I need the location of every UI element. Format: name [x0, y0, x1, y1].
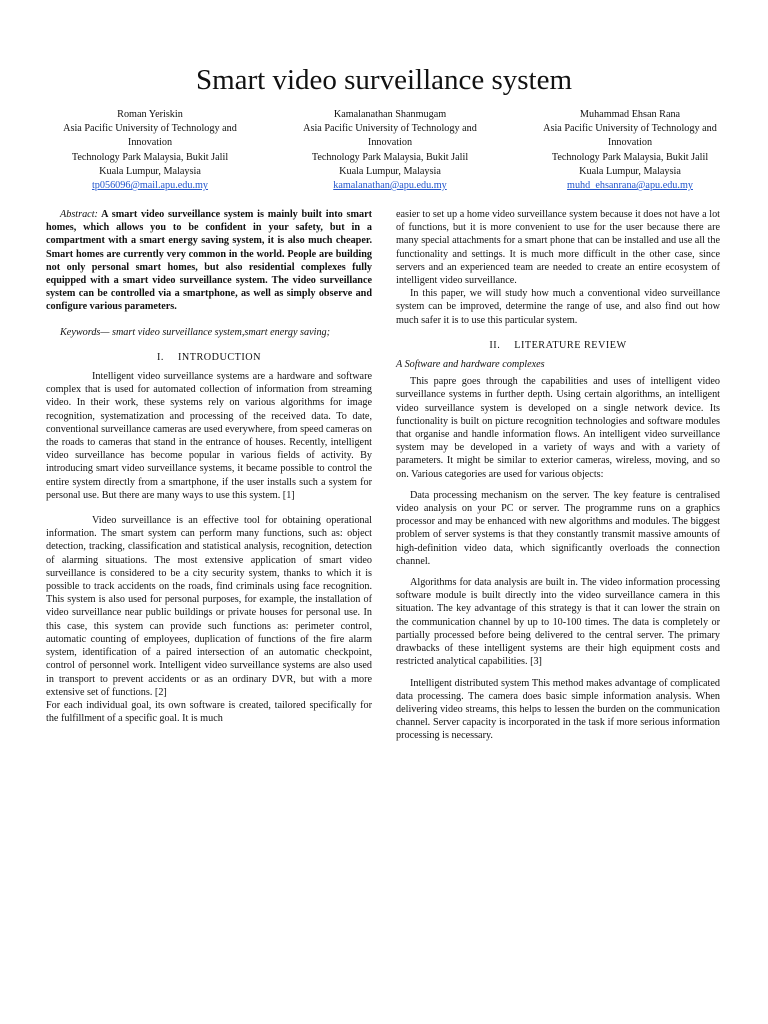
right-column [396, 208, 720, 743]
author-3 [520, 108, 740, 193]
author-city: Kuala Lumpur, Malaysia [339, 165, 441, 177]
section-number: II. [489, 339, 501, 351]
body-paragraph-continued: easier to set up a home video surveillance system because it does not have a lot of functions, but it is more convenient to use for the user because there are many special attachments for a smart phone that can be installed and use all the functionality and settings. It is much more difficult in the other case, since servers and an experienced team are needed to create an entire ecosystem of intelligent video surveillance. [396, 209, 720, 287]
author-name: Roman Yeriskin [117, 109, 183, 120]
author-address: Technology Park Malaysia, Bukit Jalil [71, 151, 229, 163]
review-paragraph-1: This papre goes through the capabilities and uses of intelligent video surveillance systems in further depth. Using certain algorithms, an intelligent video surveillance system is developed on a single network device. Its functionality is built on picture recognition technologies and software modules that organise and handle information flows. An intelligent video surveillance system may be developed in a variety of ways and with a variety of parameters. It might be similar to exterior cameras, wireless, moving, and so on. Various categories are used for various objects: [396, 376, 720, 480]
section-heading-literature-review [396, 339, 720, 352]
author-affiliation: Asia Pacific University of Technology and Innovation [63, 123, 237, 149]
abstract [46, 208, 372, 314]
author-address: Technology Park Malaysia, Bukit Jalil [311, 151, 469, 163]
author-1 [40, 108, 260, 193]
intro-paragraph-3: For each individual goal, its own software is created, tailored specifically for the fulfillment of a specific goal. It is much [46, 699, 372, 725]
author-name: Kamalanathan Shanmugam [333, 109, 447, 120]
left-column [46, 208, 372, 725]
review-paragraph-2: Data processing mechanism on the server. The key feature is centralised video analysis on your PC or server. The programme runs on a graphics processor and may be enhanced with new algorithms and modules. The biggest problem of server systems is that they constantly transmit massive amounts of high-definition video data, which significantly overloads the connection channel. [396, 489, 720, 567]
section-title: INTRODUCTION [177, 351, 261, 363]
section-title: LITERATURE REVIEW [514, 339, 627, 351]
abstract-label: Abstract: [60, 209, 98, 220]
author-city: Kuala Lumpur, Malaysia [579, 165, 681, 177]
section-heading-introduction [46, 351, 372, 364]
author-email-link[interactable]: muhd_ehsanrana@apu.edu.my [567, 180, 693, 192]
author-city: Kuala Lumpur, Malaysia [99, 165, 201, 177]
author-affiliation: Asia Pacific University of Technology and Innovation [543, 123, 717, 149]
review-paragraph-4: Intelligent distributed system This method makes advantage of complicated data processing. The camera does basic simple information analysis. When delivering video streams, this helps to lessen the burden on the communication channel. Server capacity is incorporated in the task if more serious information processing is necessary. [396, 677, 720, 742]
review-paragraph-3: Algorithms for data analysis are built in. The video information processing software module is built directly into the video surveillance camera in this situation. The key advantage of this strategy is that it can lower the strain on the communication channel by up to 10-100 times. The data is completely or partially processed before being delivered to the central server. The primary drawbacks of these intelligent systems are their high equipment costs and restricted analytical capabilities. [3] [396, 577, 720, 668]
author-affiliation: Asia Pacific University of Technology and Innovation [303, 123, 477, 149]
paper-title: Smart video surveillance system [195, 64, 573, 96]
author-email-link[interactable]: kamalanathan@apu.edu.my [333, 180, 447, 192]
author-block [40, 108, 740, 193]
intro-paragraph-1: Intelligent video surveillance systems are a hardware and software complex that is used for automated collection of information from streaming video. In their work, these systems rely on various algorithms for image recognition, systematization and processing of the received data. To date, conventional surveillance cameras are used everywhere, from speed cameras on the roads to cameras that stand in the entrance of houses. Recently, intelligent video surveillance has become popular in various fields of activity. By introducing smart video surveillance systems, it became possible to control the entire system directly from a smartphone, if the user installs such a system for personal use. But there are many ways to use this system. [1] [46, 371, 372, 501]
author-address: Technology Park Malaysia, Bukit Jalil [551, 151, 709, 163]
abstract-text: A smart video surveillance system is mainly built into smart homes, which allows you to be confident in your safety, but in a compartment with a smart energy saving system, it is also much cheaper. Smart homes are currently very common in the world. People are building not only personal smart homes, but also residential complexes fully equipped with a smart video surveillance system. The video surveillance system can be controlled via a smartphone, as well as simply observe and configure various parameters. [46, 209, 372, 313]
author-2 [280, 108, 500, 193]
author-name: Muhammad Ehsan Rana [579, 109, 681, 120]
body-paragraph-scope: In this paper, we will study how much a conventional video surveillance system can be improved, determine the range of use, and also find out how much safer it is to use this particular system. [396, 288, 720, 326]
section-number: I. [157, 351, 164, 363]
keywords: Keywords— smart video surveillance system,smart energy saving; [60, 326, 331, 338]
intro-paragraph-2: Video surveillance is an effective tool for obtaining operational information. The smart system can perform many functions, such as: object detection, tracking, classification and statistical analysis, recognition, detection of alarming situations. The most extensive application of smart video surveillance is considered to be a city security system, thanks to which it is possible to track accidents on the roads, find criminals using face recognition. This system is also used for personal purposes, for example, the installation of video surveillance near public buildings or private houses for personal use. In this case, this system can provide such functions as: perimeter control, automatic counting of employees, duplication of functions of the fire alarm system, identification of a paired intersection of an automatic checkpoint, control of personnel work. Intelligent video surveillance systems are also used in transport to prevent accidents or as an ordinary DVR, but with a more extensive set of functions. [2] [46, 515, 372, 698]
subsection-heading: A Software and hardware complexes [396, 359, 545, 371]
author-email-link[interactable]: tp056096@mail.apu.edu.my [91, 180, 209, 192]
